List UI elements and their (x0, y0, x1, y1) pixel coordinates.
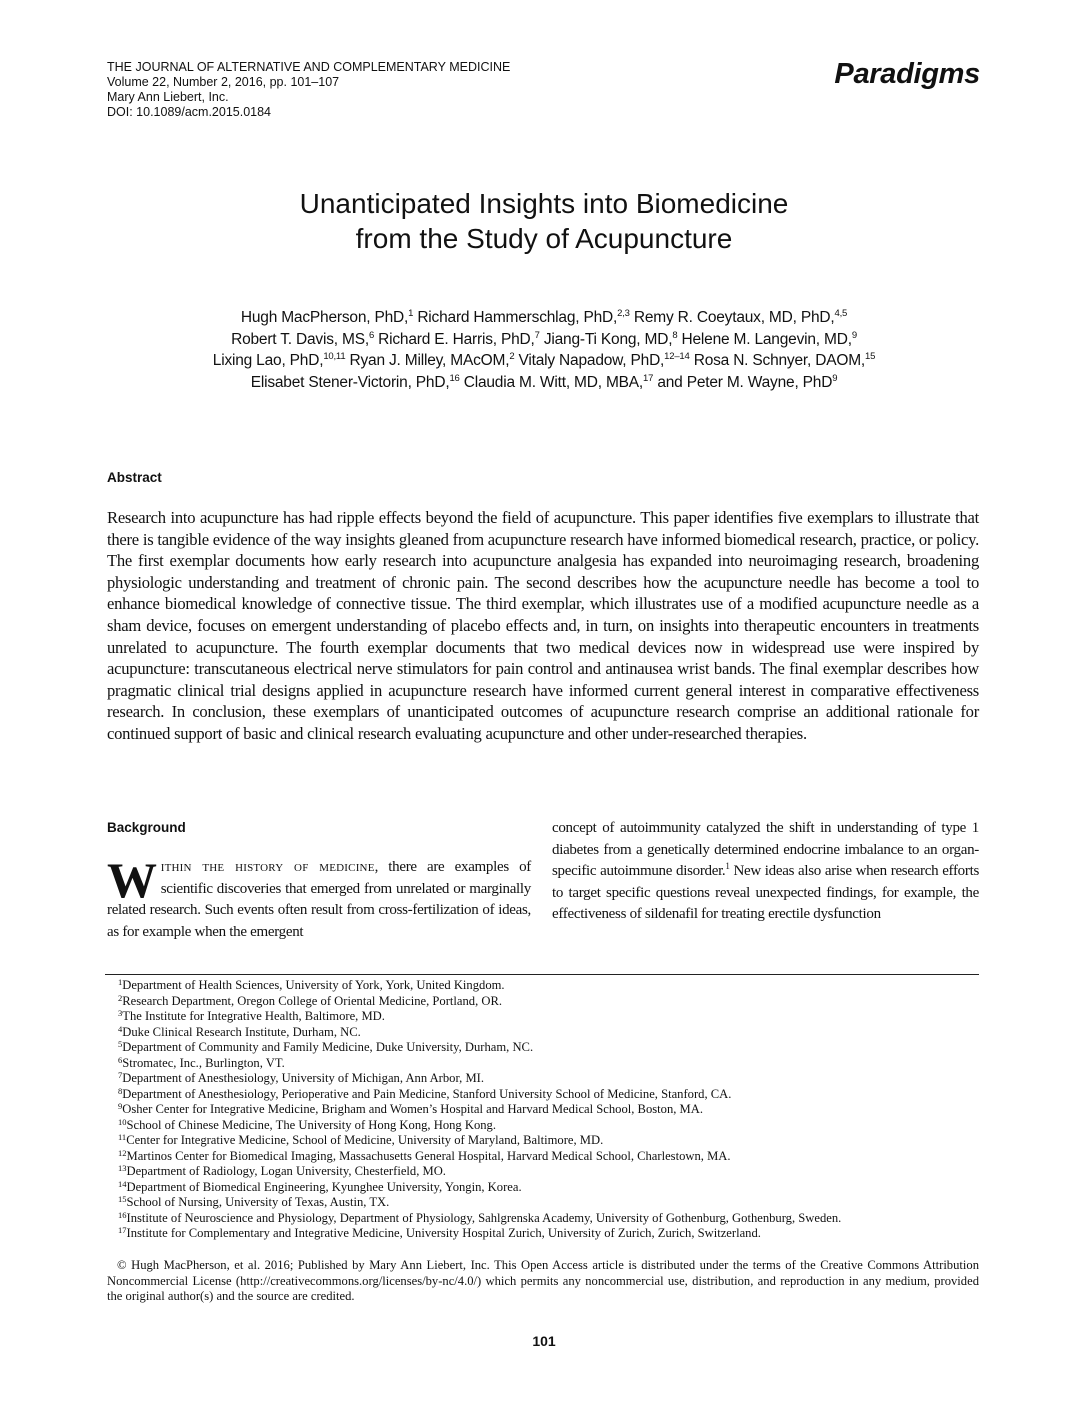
affiliation-number: 2 (118, 992, 123, 1003)
affiliation-item (118, 1040, 841, 1056)
affiliation-item (118, 1133, 841, 1149)
author: Lixing Lao, PhD, (212, 352, 324, 369)
affiliation-number: 4 (118, 1023, 123, 1034)
page-number: 101 (532, 1333, 556, 1349)
affiliation-ref: 8 (672, 329, 678, 341)
affiliation-text: Research Department, Oregon College of Oriental Medicine, Portland, OR. (122, 993, 503, 1008)
affiliation-item (118, 1149, 841, 1165)
author-line-3 (0, 350, 1088, 372)
background-text-right-1: concept of autoimmunity catalyzed the shift in understanding of type 1 diabetes from a genetically determined endocrine imbalance to an organ-specific autoimmune disorder. (552, 820, 979, 880)
journal-header (107, 60, 510, 120)
affiliation-text: School of Nursing, University of Texas, Austin, TX. (126, 1195, 390, 1209)
journal-name: THE JOURNAL OF ALTERNATIVE AND COMPLEMENTARY MEDICINE (107, 60, 511, 74)
affiliation-ref: 12–14 (664, 351, 690, 362)
background-text-left: , there are examples of scientific discoveries that emerged from unrelated or marginally related research. Such events often result from cross-fertilization of ideas, as for example when the emergent (107, 859, 532, 940)
affiliation-item (118, 1025, 841, 1041)
author: Vitaly Napadow, PhD, (518, 352, 665, 369)
affiliation-number: 7 (118, 1070, 123, 1080)
author: Helene M. Langevin, MD, (681, 330, 852, 348)
affiliation-item (118, 1056, 841, 1072)
affiliation-ref: 16 (449, 372, 460, 384)
author: Rosa N. Schnyer, DAOM, (693, 352, 866, 369)
affiliation-ref: 9 (851, 329, 857, 341)
author-list (0, 307, 1088, 393)
affiliation-text: Stromatec, Inc., Burlington, VT. (122, 1055, 285, 1070)
author: Ryan J. Milley, MAcOM, (349, 352, 510, 369)
title-line-2: from the Study of Acupuncture (355, 223, 733, 254)
publisher: Mary Ann Liebert, Inc. (107, 90, 229, 104)
affiliation-number: 11 (118, 1132, 127, 1142)
article-title (0, 186, 1088, 256)
citation-ref[interactable]: 1 (725, 861, 730, 872)
affiliation-list (118, 978, 841, 1242)
affiliation-number: 17 (118, 1225, 127, 1235)
affiliation-number: 9 (118, 1101, 123, 1111)
affiliation-text: Center for Integrative Medicine, School of Medicine, University of Maryland, Baltimore, MD. (126, 1133, 604, 1147)
affiliation-item (118, 978, 841, 994)
affiliation-item (118, 1195, 841, 1211)
affiliation-ref: 2 (509, 351, 515, 362)
author: Elisabet Stener-Victorin, PhD, (250, 373, 450, 391)
affiliation-text: Department of Community and Family Medicine, Duke University, Durham, NC. (122, 1040, 534, 1054)
affiliation-number: 3 (118, 1008, 123, 1018)
affiliation-text: The Institute for Integrative Health, Baltimore, MD. (122, 1009, 385, 1023)
background-text-right-2: New ideas also arise when research efforts to target specific questions reveal unexpected findings, for example, the effectiveness of sildenafil for treating erectile dysfunction (552, 863, 979, 923)
affiliation-ref: 15 (865, 351, 876, 362)
affiliation-ref: 6 (368, 329, 375, 341)
affiliation-text: Department of Health Sciences, University of York, York, United Kingdom. (122, 978, 505, 992)
affiliation-item (118, 1009, 841, 1025)
volume-info: Volume 22, Number 2, 2016, pp. 101–107 (107, 75, 340, 89)
affiliation-item (118, 1071, 841, 1087)
affiliation-ref: 17 (643, 372, 654, 384)
background-column-right (552, 818, 979, 926)
background-heading: Background (107, 820, 186, 835)
affiliation-number: 8 (118, 1085, 123, 1096)
lead-in-smallcaps: ithin the history of medicine (160, 859, 375, 875)
affiliation-text: Department of Radiology, Logan University, Chesterfield, MO. (126, 1164, 446, 1178)
affiliation-text: Department of Anesthesiology, Perioperative and Pain Medicine, Stanford University School of Medicine, Stanford, CA. (122, 1086, 732, 1101)
author: Richard E. Harris, PhD, (378, 330, 535, 348)
background-column-left (107, 852, 532, 943)
affiliation-item (118, 1226, 841, 1242)
affiliation-item (118, 1087, 841, 1103)
affiliation-text: Martinos Center for Biomedical Imaging, Massachusetts General Hospital, Harvard Medical School, Charlestown, MA. (126, 1148, 731, 1163)
affiliation-number: 1 (118, 977, 123, 987)
affiliation-text: Institute for Complementary and Integrative Medicine, University Hospital Zurich, University of Zurich, Zurich, Switzerland. (126, 1226, 761, 1240)
author-line-1 (0, 307, 1088, 329)
affiliation-number: 16 (118, 1209, 127, 1220)
affiliation-ref: 1 (408, 308, 414, 319)
affiliation-text: School of Chinese Medicine, The University of Hong Kong, Hong Kong. (126, 1117, 496, 1132)
affiliation-ref: 7 (534, 329, 540, 341)
author-line-2 (0, 329, 1088, 351)
affiliation-ref: 9 (832, 372, 838, 384)
affiliation-text: Department of Anesthesiology, University of Michigan, Ann Arbor, MI. (122, 1071, 484, 1085)
affiliation-number: 15 (118, 1194, 127, 1204)
affiliation-text: Duke Clinical Research Institute, Durham, NC. (122, 1024, 361, 1039)
footnote-divider (105, 974, 979, 975)
author: Jiang-Ti Kong, MD, (543, 330, 673, 348)
author: and Peter M. Wayne, PhD (657, 373, 833, 391)
author: Richard Hammerschlag, PhD, (417, 309, 618, 326)
affiliation-item (118, 1164, 841, 1180)
author: Robert T. Davis, MS, (231, 330, 369, 348)
affiliation-ref: 4,5 (834, 308, 848, 319)
affiliation-text: Institute of Neuroscience and Physiology, Department of Physiology, Sahlgrenska Academy, University of Gothenburg, Gothenburg, Sweden. (126, 1210, 842, 1225)
doi[interactable]: DOI: 10.1089/acm.2015.0184 (107, 105, 272, 119)
affiliation-item (118, 1211, 841, 1227)
author: Remy R. Coeytaux, MD, PhD, (633, 309, 835, 326)
drop-cap: W (107, 852, 157, 908)
affiliation-number: 10 (118, 1116, 127, 1127)
affiliation-number: 5 (118, 1039, 123, 1049)
title-line-1: Unanticipated Insights into Biomedicine (299, 188, 789, 219)
abstract-body: Research into acupuncture has had ripple effects beyond the field of acupuncture. This paper identifies five exemplars to illustrate that there is tangible evidence of the way insights gleaned from acupuncture research have informed biomedical research, practice, or policy. The first exemplar documents how early research into acupuncture analgesia has expanded into neuroimaging research, broadening physiologic understanding and treatment of chronic pain. The second describes how the acupuncture needle has become a tool to enhance biomedical knowledge of connective tissue. The third exemplar, which illustrates use of a modified acupuncture needle as a sham device, focuses on emergent understanding of placebo effects and, in turn, on insights into therapeutic encounters in treatments unrelated to acupuncture. The fourth exemplar documents that two medical devices now in widespread use were inspired by acupuncture: transcutaneous electrical nerve stimulators for pain control and antinausea wrist bands. The final exemplar describes how pragmatic clinical trial designs applied in acupuncture research have informed current general interest in comparative effectiveness research. In conclusion, these exemplars of unanticipated outcomes of acupuncture research comprise an additional rationale for continued support of basic and clinical research evaluating acupuncture and other under-researched therapies. (107, 508, 979, 743)
affiliation-text: Department of Biomedical Engineering, Kyunghee University, Yongin, Korea. (126, 1179, 522, 1194)
affiliation-ref: 10,11 (323, 351, 346, 362)
affiliation-number: 6 (118, 1054, 123, 1065)
author: Hugh MacPherson, PhD, (240, 309, 409, 326)
affiliation-text: Osher Center for Integrative Medicine, Brigham and Women’s Hospital and Harvard Medical School, Boston, MA. (122, 1102, 703, 1116)
license-notice: © Hugh MacPherson, et al. 2016; Published by Mary Ann Liebert, Inc. This Open Access article is distributed under the terms of the Creative Commons Attribution Noncommercial License (http://creativecommons.org/licenses/by-nc/4.0/) which permits any noncommercial use, distribution, and reproduction in any medium, provided the original author(s) and the source are credited. (107, 1258, 979, 1304)
section-label: Paradigms (834, 58, 980, 90)
affiliation-item (118, 1102, 841, 1118)
affiliation-number: 13 (118, 1163, 127, 1173)
affiliation-item (118, 1118, 841, 1134)
author: Claudia M. Witt, MD, MBA, (463, 373, 644, 391)
affiliation-ref: 2,3 (617, 308, 630, 319)
affiliation-number: 14 (118, 1178, 127, 1189)
affiliation-item (118, 1180, 841, 1196)
author-line-4 (0, 372, 1088, 394)
affiliation-number: 12 (118, 1147, 127, 1158)
abstract-heading: Abstract (107, 470, 162, 485)
affiliation-item (118, 994, 841, 1010)
